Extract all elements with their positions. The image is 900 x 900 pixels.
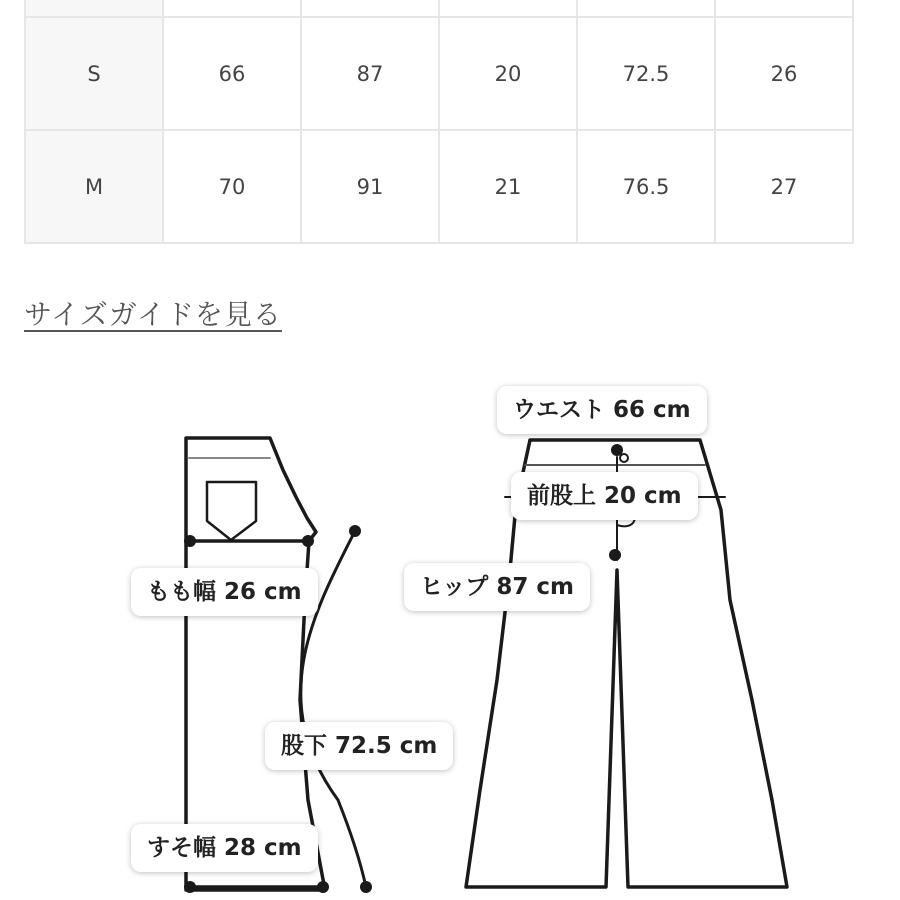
table-cell: 87 [301, 17, 439, 130]
table-cell: 66 [163, 17, 301, 130]
rise-dot [609, 549, 621, 561]
size-label: S [25, 17, 163, 130]
size-label: M [25, 130, 163, 243]
inseam-bottom-dot [360, 881, 372, 893]
hem-left-dot [184, 881, 196, 893]
hem-measure-label: すそ幅 28 cm [131, 824, 318, 872]
button-icon [620, 454, 628, 462]
thigh-right-dot [302, 535, 314, 547]
size-guide-link[interactable]: サイズガイドを見る [24, 298, 282, 331]
thigh-left-dot [184, 535, 196, 547]
table-cell: 21 [439, 130, 577, 243]
table-cell: 70 [163, 130, 301, 243]
table-cell: 72.5 [577, 17, 715, 130]
table-cell: 91 [301, 130, 439, 243]
inseam-measure-label: 股下 72.5 cm [265, 722, 453, 770]
rise-measure-label: 前股上 20 cm [511, 472, 698, 520]
table-cell: 27 [715, 130, 853, 243]
hem-right-dot [317, 881, 329, 893]
table-cell: 20 [439, 17, 577, 130]
thigh-measure-label: もも幅 26 cm [131, 568, 318, 616]
hip-measure-label: ヒップ 87 cm [404, 563, 590, 611]
table-cell: 26 [715, 17, 853, 130]
inseam-top-dot [349, 525, 361, 537]
back-pocket-icon [207, 482, 256, 540]
waist-measure-label: ウエスト 66 cm [497, 386, 707, 434]
table-cell: 76.5 [577, 130, 715, 243]
